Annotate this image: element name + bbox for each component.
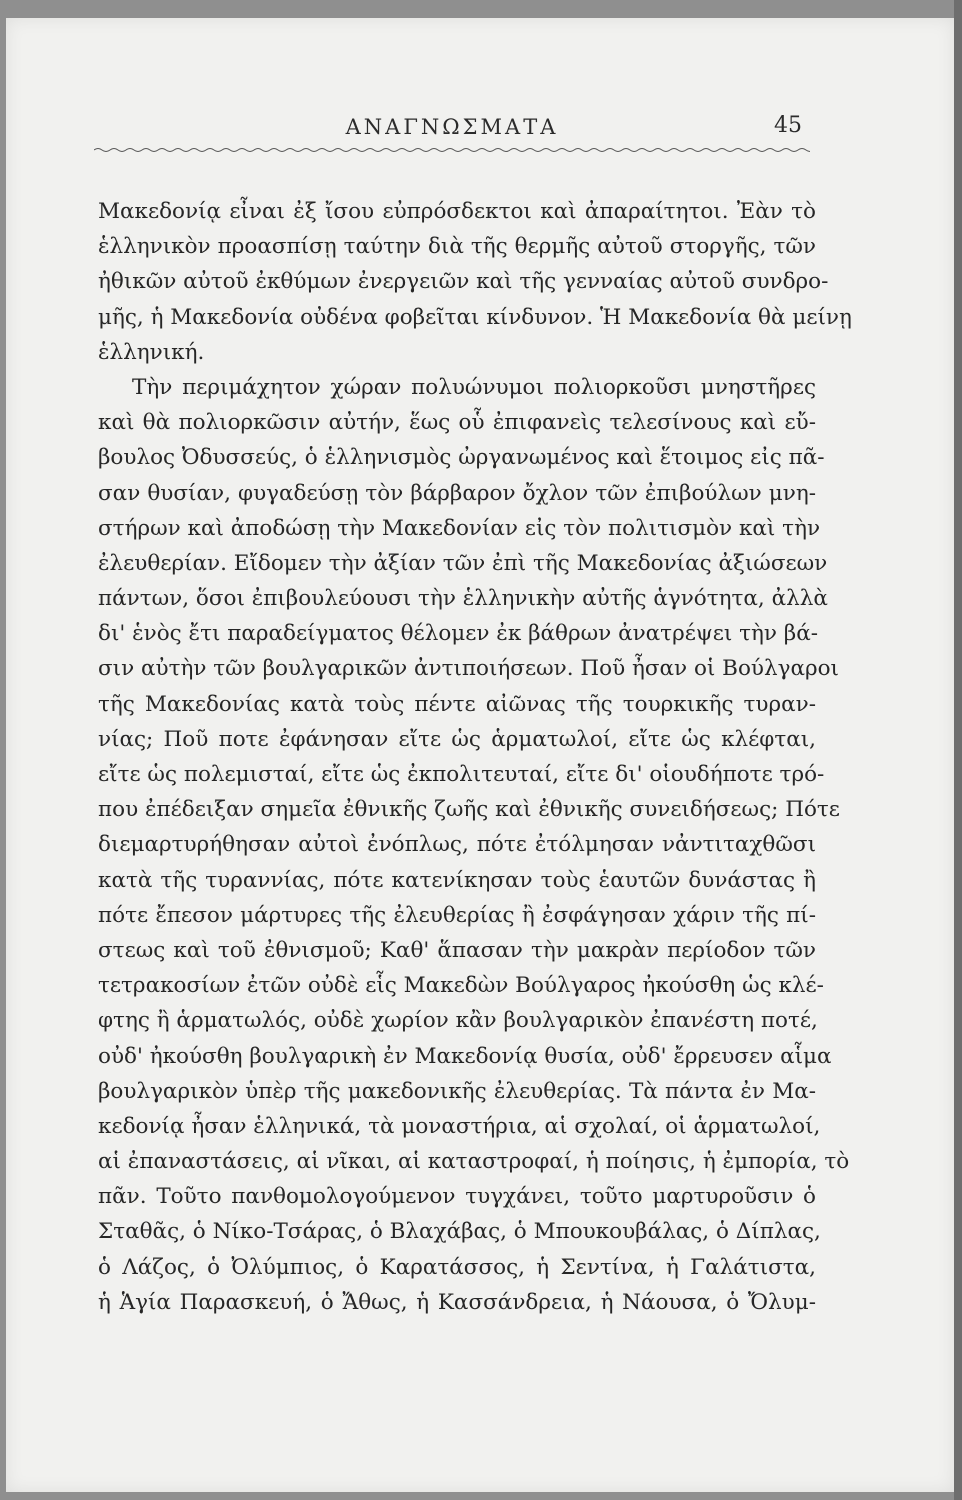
text-line: κεδονίᾳ ἦσαν ἑλληνικά, τὰ μοναστήρια, αἱ σχολαί, οἱ ἁρματωλοί, [98, 1113, 821, 1139]
wavy-rule [94, 147, 810, 153]
text-line: καὶ θὰ πολιορκῶσιν αὐτήν, ἕως οὗ ἐπιφανεὶς τελεσίνους καὶ εὔ- [98, 410, 816, 436]
text-line: ὁ Λάζος, ὁ Ὀλύμπιος, ὁ Καρατάσσος, ἡ Σεντίνα, ἡ Γαλάτιστα, [98, 1254, 816, 1280]
text-line: ἐλευθερίαν. Εἴδομεν τὴν ἀξίαν τῶν ἐπὶ τῆς Μακεδονίας ἀξιώσεων [98, 550, 828, 576]
text-line: πᾶν. Τοῦτο πανθομολογούμενον τυγχάνει, τοῦτο μαρτυροῦσιν ὁ [98, 1184, 816, 1210]
page-edge-shadow [954, 0, 962, 1500]
page-header [94, 113, 810, 153]
text-line: που ἐπέδειξαν σημεῖα ἐθνικῆς ζωῆς καὶ ἐθνικῆς συνειδήσεως; Πότε [98, 797, 840, 823]
text-line: τῆς Μακεδονίας κατὰ τοὺς πέντε αἰῶνας τῆς τουρκικῆς τυραν- [98, 691, 816, 717]
text-line: δι' ἑνὸς ἔτι παραδείγματος θέλομεν ἐκ βάθρων ἀνατρέψει τὴν βά- [98, 621, 818, 647]
text-line: πάντων, ὅσοι ἐπιβουλεύουσι τὴν ἑλληνικὴν αὐτῆς ἁγνότητα, ἀλλὰ [98, 586, 828, 612]
book-page [6, 18, 954, 1492]
text-line: ἡ Ἁγία Παρασκευή, ὁ Ἄθως, ἡ Κασσάνδρεια, ἡ Νάουσα, ὁ Ὄλυμ- [98, 1289, 816, 1315]
text-line: αἱ ἐπαναστάσεις, αἱ νῖκαι, αἱ καταστροφαί, ἡ ποίησις, ἡ ἐμπορία, τὸ [98, 1149, 850, 1175]
text-line: τετρακοσίων ἐτῶν οὐδὲ εἷς Μακεδὼν Βούλγαρος ἠκούσθη ὡς κλέ- [98, 973, 824, 999]
page-number: 45 [774, 113, 802, 138]
text-line: Τὴν περιμάχητον χώραν πολυώνυμοι πολιορκοῦσι μνηστῆρες [132, 374, 816, 400]
text-line: σαν θυσίαν, φυγαδεύσῃ τὸν βάρβαρον ὄχλον τῶν ἐπιβούλων μνη- [98, 480, 816, 506]
text-line: σιν αὐτὴν τῶν βουλγαρικῶν ἀντιποιήσεων. Ποῦ ἦσαν οἱ Βούλγαροι [98, 656, 839, 682]
text-line: κατὰ τῆς τυραννίας, πότε κατενίκησαν τοὺς ἑαυτῶν δυνάστας ἢ [98, 867, 816, 893]
text-line: ἑλληνικὸν προασπίσῃ ταύτην διὰ τῆς θερμῆς αὐτοῦ στοργῆς, τῶν [98, 234, 816, 260]
text-line: στεως καὶ τοῦ ἐθνισμοῦ; Καθ' ἅπασαν τὴν μακρὰν περίοδον τῶν [98, 937, 816, 963]
text-line: πότε ἔπεσον μάρτυρες τῆς ἐλευθερίας ἢ ἐσφάγησαν χάριν τῆς πί- [98, 902, 816, 928]
text-line: Σταθᾶς, ὁ Νίκο-Τσάρας, ὁ Βλαχάβας, ὁ Μπουκουβάλας, ὁ Δίπλας, [98, 1219, 821, 1245]
text-line: ἠθικῶν αὐτοῦ ἐκθύμων ἐνεργειῶν καὶ τῆς γενναίας αὐτοῦ συνδρο- [98, 269, 829, 295]
text-line: εἴτε ὡς πολεμισταί, εἴτε ὡς ἐκπολιτευταί, εἴτε δι' οἱουδήποτε τρό- [98, 762, 825, 787]
text-line: βουλος Ὀδυσσεύς, ὁ ἑλληνισμὸς ὠργανωμένος καὶ ἕτοιμος εἰς πᾶ- [98, 445, 825, 471]
text-line: βουλγαρικὸν ὑπὲρ τῆς μακεδονικῆς ἐλευθερίας. Τὰ πάντα ἐν Μα- [98, 1078, 816, 1104]
running-title: ΑΝΑΓΝΩΣΜΑΤΑ [345, 115, 559, 139]
body-text [98, 194, 852, 1320]
text-line: Μακεδονίᾳ εἶναι ἐξ ἴσου εὐπρόσδεκτοι καὶ ἀπαραίτητοι. Ἐὰν τὸ [98, 199, 816, 224]
text-line: μῆς, ἡ Μακεδονία οὐδένα φοβεῖται κίνδυνον. Ἡ Μακεδονία θὰ μείνῃ [98, 304, 852, 330]
text-line: φτης ἢ ἁρματωλός, οὐδὲ χωρίον κἂν βουλγαρικὸν ἐπανέστη ποτέ, [98, 1008, 818, 1034]
text-line: οὐδ' ἠκούσθη βουλγαρικὴ ἐν Μακεδονίᾳ θυσία, οὐδ' ἔρρευσεν αἷμα [98, 1043, 832, 1069]
text-line: νίας; Ποῦ ποτε ἐφάνησαν εἴτε ὡς ἁρματωλοί, εἴτε ὡς κλέφται, [98, 726, 816, 752]
text-line: διεμαρτυρήθησαν αὐτοὶ ἐνόπλως, πότε ἐτόλμησαν νἀντιταχθῶσι [98, 832, 816, 858]
text-line: στήρων καὶ ἀποδώσῃ τὴν Μακεδονίαν εἰς τὸν πολιτισμὸν καὶ τὴν [98, 515, 821, 541]
text-line: ἑλληνική. [98, 339, 205, 365]
